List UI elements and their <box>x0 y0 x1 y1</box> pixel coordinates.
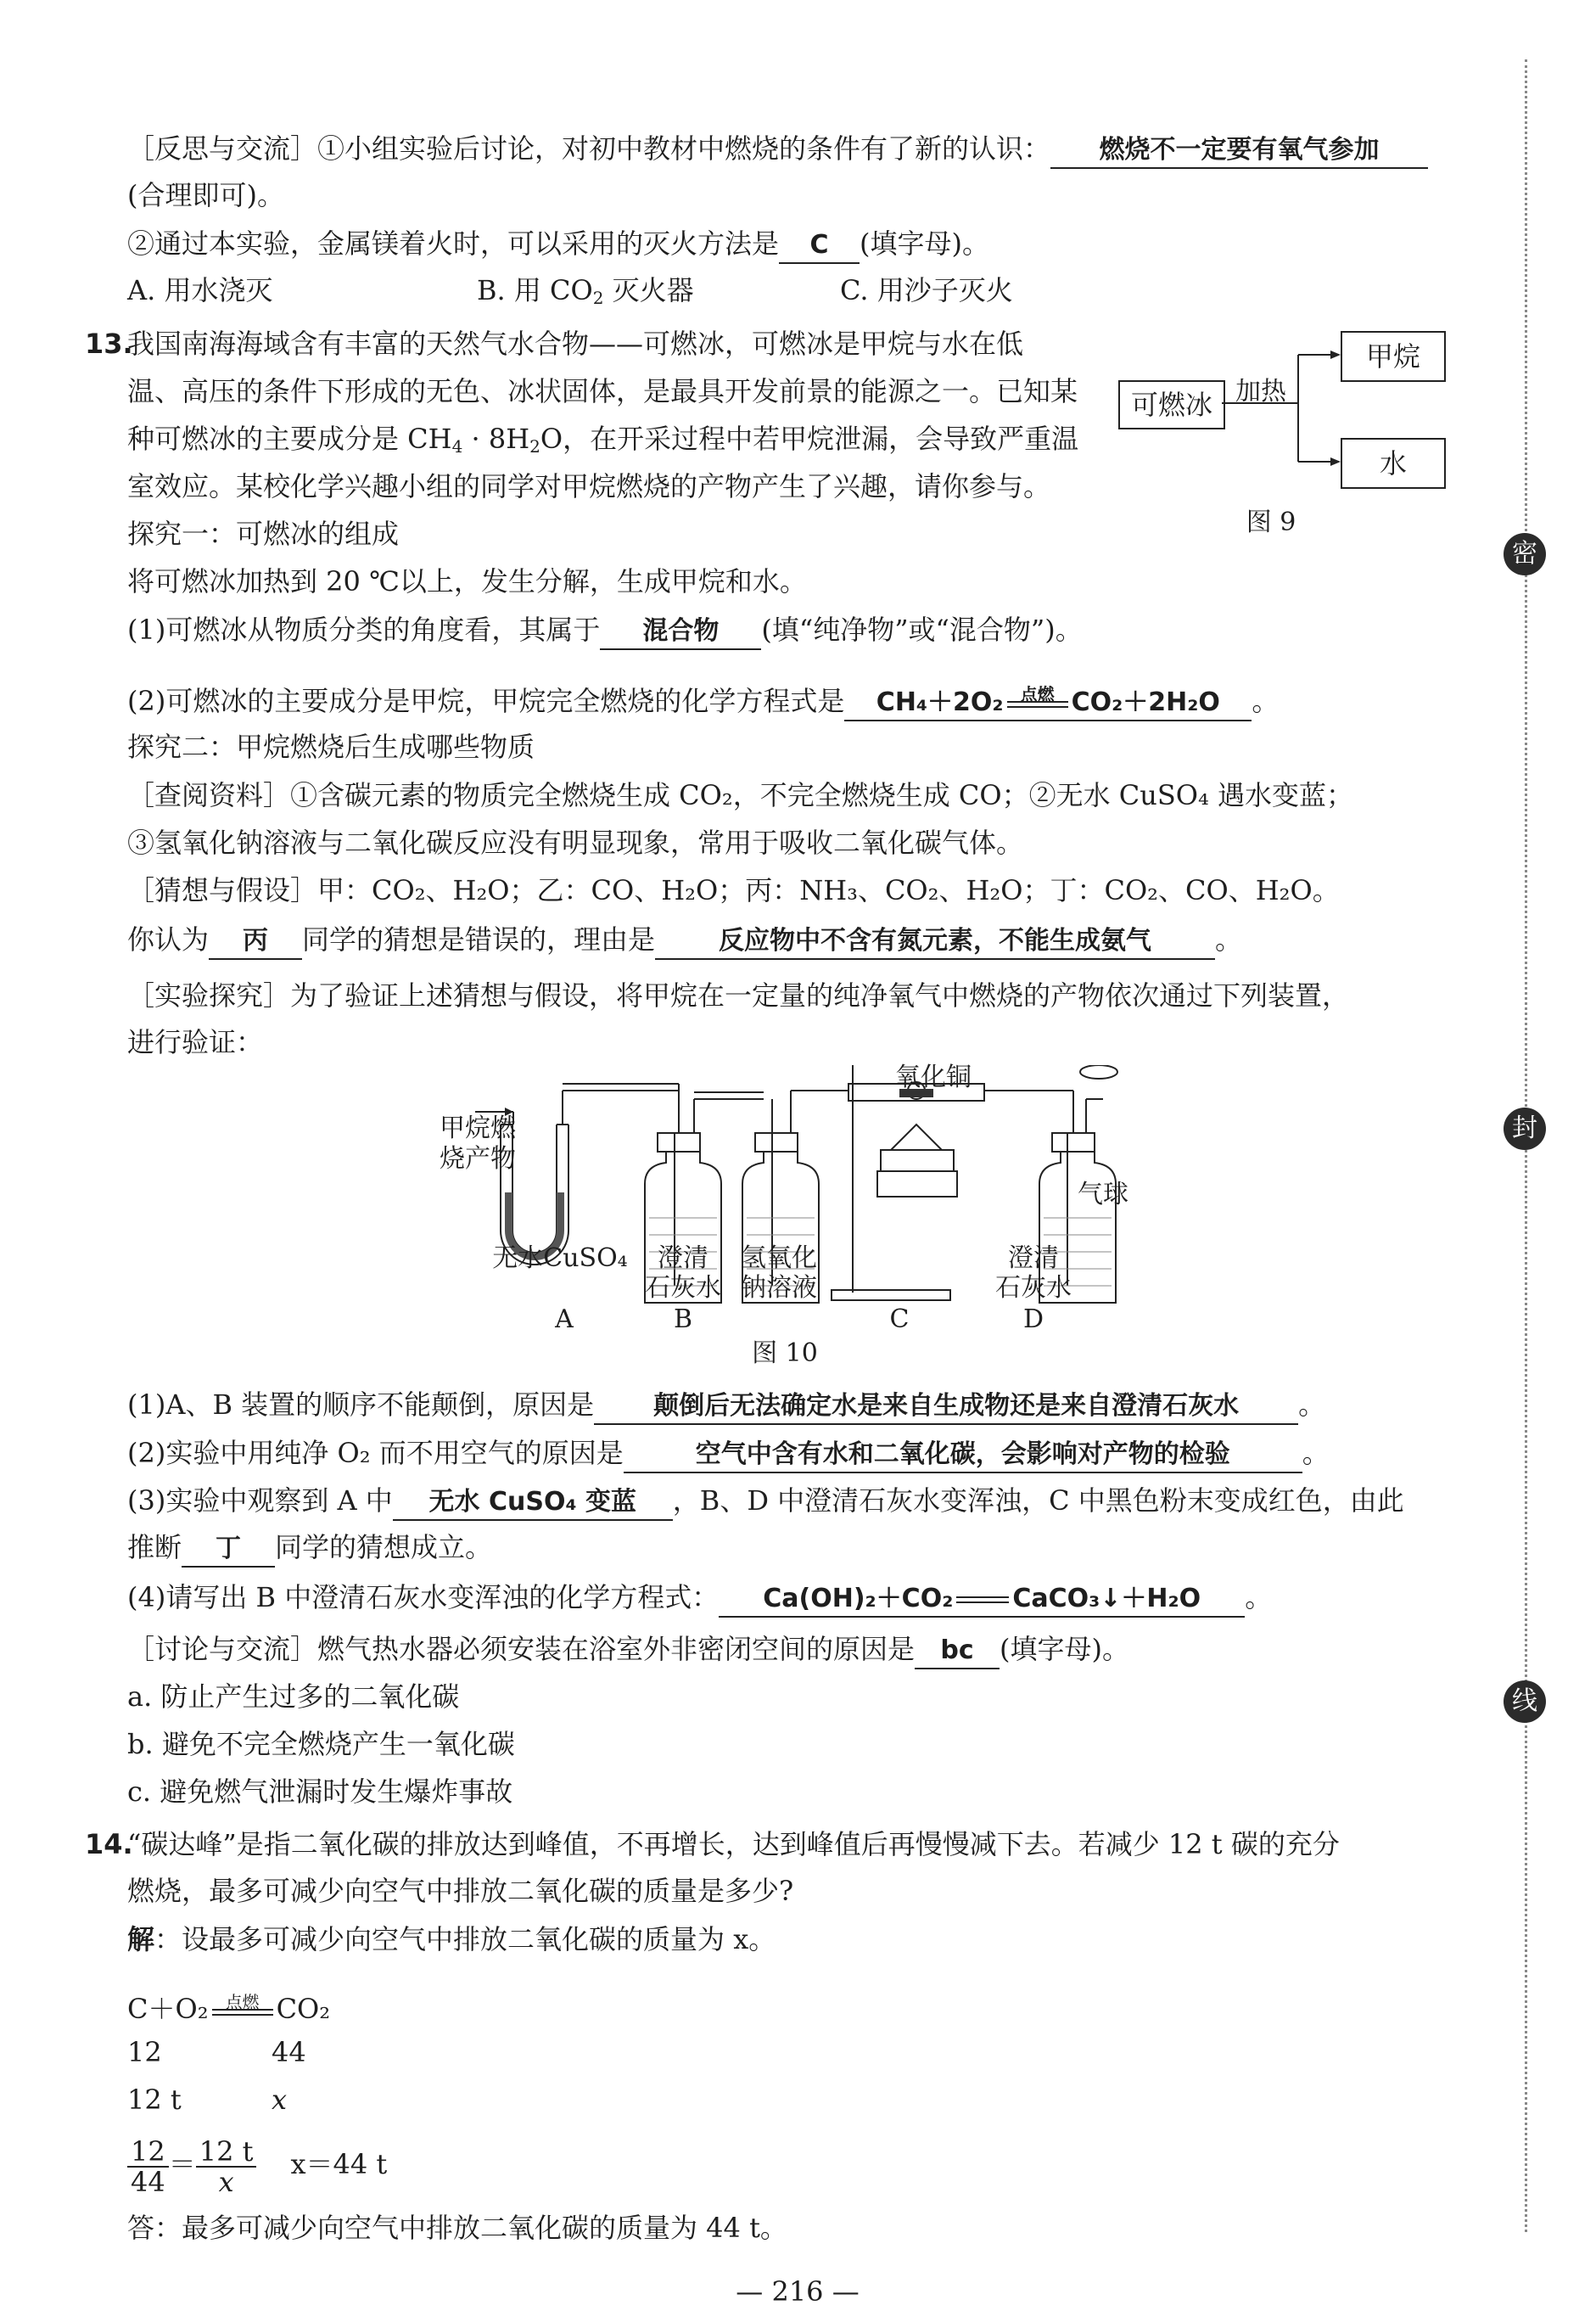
discussion-line: ［讨论与交流］燃气热水器必须安装在浴室外非密闭空间的原因是 bc (填字母)。 <box>127 1632 1129 1669</box>
equation-blank: CH₄＋2O₂ 点燃 CO₂＋2H₂O <box>844 686 1252 721</box>
figure-caption: 图 9 <box>1246 508 1296 537</box>
mass-ratio-a: 12 <box>127 2036 162 2068</box>
copper-oxide-label: 氧化铜 <box>895 1063 972 1092</box>
q13-text: 我国南海海域含有丰富的天然气水合物——可燃冰，可燃冰是甲烷与水在低 <box>127 328 1024 360</box>
choice-c: c. 避免燃气泄漏时发生爆炸事故 <box>127 1775 513 1808</box>
experiment-text: ［实验探究］为了验证上述猜想与假设，将甲烷在一定量的纯净氧气中燃烧的产物依次通过下列装置， <box>127 979 1350 1012</box>
reagent-label-b-2: 石灰水 <box>645 1273 721 1303</box>
balloon-label: 气球 <box>1078 1180 1128 1209</box>
reference-text: ［查阅资料］①含碳元素的物质完全燃烧生成 CO₂，不完全燃烧生成 CO；②无水 CuSO₄ 遇水变蓝； <box>127 779 1354 811</box>
condition-label: 点燃 <box>225 1991 260 2012</box>
mass-ratio-b: 44 <box>272 2036 306 2068</box>
solution-intro: 解：设最多可减少向空气中排放二氧化碳的质量为 x。 <box>127 1923 776 1955</box>
sub-question-2: (2)可燃冰的主要成分是甲烷，甲烷完全燃烧的化学方程式是 CH₄＋2O₂ 点燃 CO₂＋2H₂O 。 <box>127 684 1279 721</box>
answer-blank: 空气中含有水和二氧化碳，会影响对产物的检验 <box>624 1438 1302 1473</box>
experiment-question-3b: 推断 丁 同学的猜想成立。 <box>127 1530 492 1568</box>
experiment-text: 进行验证： <box>127 1026 264 1058</box>
option-b: B. 用 $CO_2$ 灭火器 <box>477 274 694 308</box>
choice-a: a. 防止产生过多的二氧化碳 <box>127 1680 460 1713</box>
reaction-equation: C＋O₂ 点燃 CO₂ <box>127 1992 330 2026</box>
water-box: 水 <box>1341 438 1446 489</box>
section-title: 探究一：可燃冰的组成 <box>127 518 400 550</box>
flammable-ice-box: 可燃冰 <box>1118 380 1225 429</box>
device-letter-b: B <box>673 1304 693 1334</box>
heat-label: 加热 <box>1235 377 1286 407</box>
equation-blank: Ca(OH)₂＋CO₂ CaCO₃↓＋H₂O <box>719 1582 1245 1618</box>
device-letter-d: D <box>1022 1304 1044 1334</box>
section-title: 探究二：甲烷燃烧后生成哪些物质 <box>127 731 535 763</box>
reagent-label-a: 无水CuSO₄ <box>492 1243 628 1273</box>
q13-text: 将可燃冰加热到 20 ℃以上，发生分解，生成甲烷和水。 <box>127 565 807 597</box>
sub-question-1: (1)可燃冰从物质分类的角度看，其属于 混合物 (填“纯净物”或“混合物”)。 <box>127 613 1083 650</box>
branch-arrows <box>1222 348 1345 475</box>
q13-text: 种可燃冰的主要成分是 $CH_4 \cdot 8H_2O$，在开采过程中若甲烷泄漏，会导致严重温 <box>127 423 1079 457</box>
inlet-label-2: 烧产物 <box>440 1144 516 1174</box>
q13-text: 室效应。某校化学兴趣小组的同学对甲烷燃烧的产物产生了兴趣，请你参与。 <box>127 470 1051 502</box>
answer-blank: 无水 CuSO₄ 变蓝 <box>393 1485 673 1521</box>
question-number: 13. <box>85 328 133 360</box>
page-number: — 216 — <box>736 2275 860 2308</box>
device-letter-c: C <box>889 1304 910 1334</box>
reagent-label-b-1: 澄清 <box>658 1243 708 1273</box>
proportion-equation: $\frac{12}{44}$ ＝ $\frac{12 t}{x}$ x＝44 t <box>127 2130 387 2198</box>
reagent-label-d-2: 石灰水 <box>995 1273 1072 1303</box>
methane-box: 甲烷 <box>1341 331 1446 382</box>
reference-text: ③氢氧化钠溶液与二氧化碳反应没有明显现象，常用于吸收二氧化碳气体。 <box>127 827 1024 859</box>
judgement-line: 你认为 丙 同学的猜想是错误的，理由是 反应物中不含有氮元素，不能生成氨气 。 <box>127 923 1242 960</box>
given-mass: 12 t <box>127 2084 182 2116</box>
unknown-mass: x <box>272 2084 288 2116</box>
question-number: 14. <box>85 1828 133 1860</box>
answer-blank: 燃烧不一定要有氧气参加 <box>1050 133 1428 169</box>
answer-blank: bc <box>915 1634 1000 1669</box>
answer-blank: 丁 <box>182 1532 275 1568</box>
reflection-line: ［反思与交流］①小组实验后讨论，对初中教材中燃烧的条件有了新的认识： 燃烧不一定要有氧气参加 <box>127 132 1428 169</box>
note-line: (合理即可)。 <box>127 179 284 211</box>
reagent-label-d-1: 澄清 <box>1008 1243 1059 1273</box>
extinguish-question: ②通过本实验，金属镁着火时，可以采用的灭火方法是 C (填字母)。 <box>127 227 989 264</box>
naoh-label-1: 氢氧化 <box>741 1243 817 1273</box>
inlet-label-1: 甲烷燃 <box>440 1113 516 1143</box>
experiment-question-2: (2)实验中用纯净 O₂ 而不用空气的原因是 空气中含有水和二氧化碳，会影响对产物的检验 。 <box>127 1436 1330 1473</box>
answer-blank: 反应物中不含有氮元素，不能生成氨气 <box>655 924 1215 960</box>
final-answer: 答：最多可减少向空气中排放二氧化碳的质量为 44 t。 <box>127 2212 787 2244</box>
condition-label: 点燃 <box>1020 683 1055 704</box>
experiment-question-4: (4)请写出 B 中澄清石灰水变浑浊的化学方程式： Ca(OH)₂＋CO₂ CaCO₃↓＋H₂O 。 <box>127 1580 1272 1618</box>
q14-text: “碳达峰”是指二氧化碳的排放达到峰值，不再增长，达到峰值后再慢慢减下去。若减少 12 t 碳的充分 <box>127 1828 1340 1860</box>
figure-caption: 图 10 <box>752 1338 818 1368</box>
option-c: C. 用沙子灭火 <box>840 274 1013 306</box>
seal-mark-xian: 线 <box>1504 1680 1546 1723</box>
option-a: A. 用水浇灭 <box>127 274 273 306</box>
answer-blank: 颠倒后无法确定水是来自生成物还是来自澄清石灰水 <box>594 1389 1298 1425</box>
device-letter-a: A <box>555 1304 574 1334</box>
answer-blank: C <box>779 228 860 264</box>
choice-b: b. 避免不完全燃烧产生一氧化碳 <box>127 1728 515 1760</box>
q14-text: 燃烧，最多可减少向空气中排放二氧化碳的质量是多少? <box>127 1875 794 1907</box>
experiment-question-1: (1)A、B 装置的顺序不能颠倒，原因是 颠倒后无法确定水是来自生成物还是来自澄清石灰水 。 <box>127 1388 1325 1425</box>
seal-mark-mi: 密 <box>1504 533 1546 575</box>
answer-blank: 混合物 <box>600 614 761 650</box>
answer-blank: 丙 <box>209 924 302 960</box>
seal-mark-feng: 封 <box>1504 1108 1546 1150</box>
q13-text: 温、高压的条件下形成的无色、冰状固体，是最具开发前景的能源之一。已知某 <box>127 375 1078 407</box>
hypothesis-text: ［猜想与假设］甲：CO₂、H₂O；乙：CO、H₂O；丙：NH₃、CO₂、H₂O；丁：CO₂、CO、H₂O。 <box>127 874 1340 906</box>
experiment-question-3: (3)实验中观察到 A 中 无水 CuSO₄ 变蓝 ，B、D 中澄清石灰水变浑浊，C 中黑色粉末变成红色，由此 <box>127 1484 1404 1521</box>
naoh-label-2: 钠溶液 <box>741 1273 817 1303</box>
